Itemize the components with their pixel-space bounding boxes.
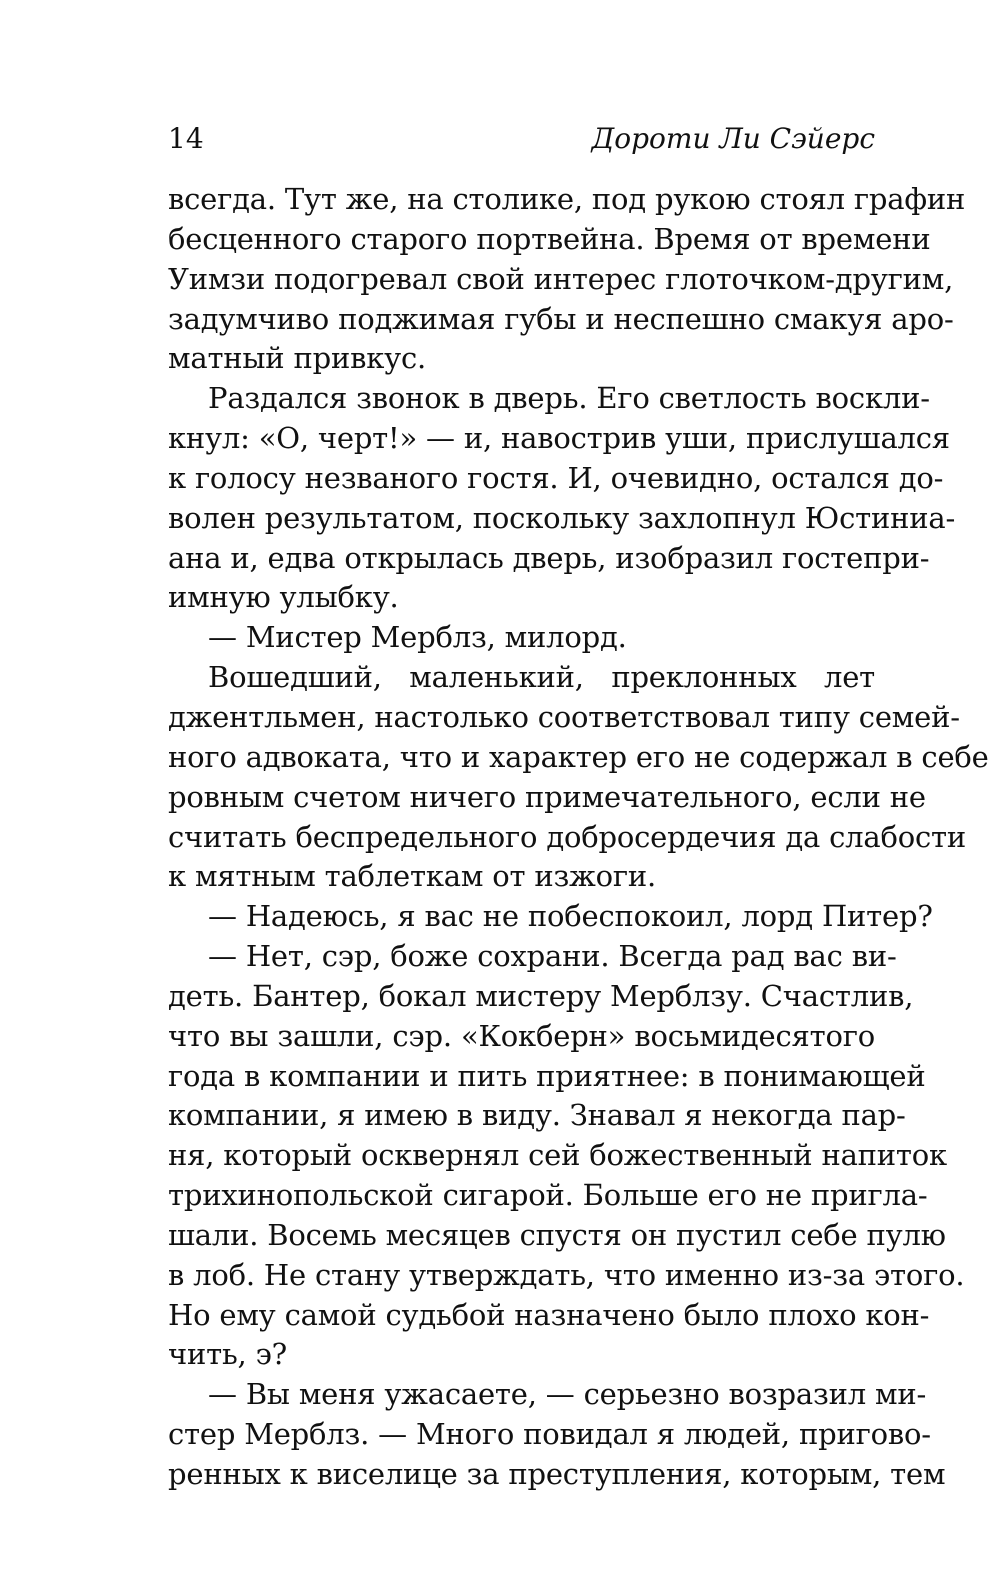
text-line: Раздался звонок в дверь. Его светлость воскли- — [208, 381, 930, 416]
text-line: — Нет, сэр, боже сохрани. Всегда рад вас ви- — [208, 939, 897, 974]
text-line: года в компании и пить приятнее: в понимающей — [168, 1058, 926, 1093]
page-header — [168, 122, 875, 162]
text-line: волен результатом, поскольку захлопнул Юстиниа- — [168, 500, 956, 535]
text-line: компании, я имею в виду. Знавал я некогда пар- — [168, 1098, 906, 1133]
text-line: Уимзи подогревал свой интерес глоточком-другим, — [168, 261, 954, 296]
text-line: — Вы меня ужасаете, — серьезно возразил ми- — [208, 1377, 927, 1412]
text-line: ного адвоката, что и характер его не содержал в себе — [168, 739, 989, 774]
text-line: к голосу незваного гостя. И, очевидно, остался до- — [168, 460, 944, 495]
text-line: Вошедший, маленький, преклонных лет — [208, 660, 875, 695]
text-line: матный привкус. — [168, 341, 427, 376]
text-line: что вы зашли, сэр. «Кокберн» восьмидесятого — [168, 1018, 875, 1053]
text-line: ренных к виселице за преступления, которым, тем — [168, 1457, 946, 1491]
text-line: всегда. Тут же, на столике, под рукою стоял графин — [168, 182, 966, 216]
text-line: — Мистер Мерблз, милорд. — [208, 620, 627, 655]
text-line: ана и, едва открылась дверь, изобразил гостепри- — [168, 540, 930, 575]
text-line: задумчиво поджимая губы и неспешно смакуя аро- — [168, 301, 954, 336]
text-line: к мятным таблеткам от изжоги. — [168, 859, 656, 894]
text-line: кнул: «О, черт!» — и, навострив уши, прислушался — [168, 421, 950, 456]
text-line: деть. Бантер, бокал мистеру Мерблзу. Счастлив, — [168, 978, 914, 1013]
text-line: шали. Восемь месяцев спустя он пустил себе пулю — [168, 1217, 946, 1252]
text-line: трихинопольской сигарой. Больше его не пригла- — [168, 1178, 928, 1213]
text-line: стер Мерблз. — Много повидал я людей, пригово- — [168, 1417, 931, 1452]
text-line: джентльмен, настолько соответствовал типу семей- — [168, 699, 960, 734]
text-line: бесценного старого портвейна. Время от времени — [168, 221, 931, 256]
page-number: 14 — [168, 122, 204, 155]
text-line: — Надеюсь, я вас не побеспокоил, лорд Питер? — [208, 899, 933, 934]
text-line: считать беспредельного добросердечия да слабости — [168, 819, 966, 854]
text-line: имную улыбку. — [168, 580, 399, 615]
text-line: ня, который осквернял сей божественный напиток — [168, 1138, 947, 1173]
running-title: Дороти Ли Сэйерс — [591, 122, 875, 155]
text-line: ровным счетом ничего примечательного, если не — [168, 779, 926, 814]
text-line: чить, э? — [168, 1337, 287, 1372]
text-line: Но ему самой судьбой назначено было плохо кон- — [168, 1297, 930, 1332]
text-line: в лоб. Не стану утверждать, что именно из-за этого. — [168, 1257, 965, 1292]
body-text — [168, 180, 989, 1495]
